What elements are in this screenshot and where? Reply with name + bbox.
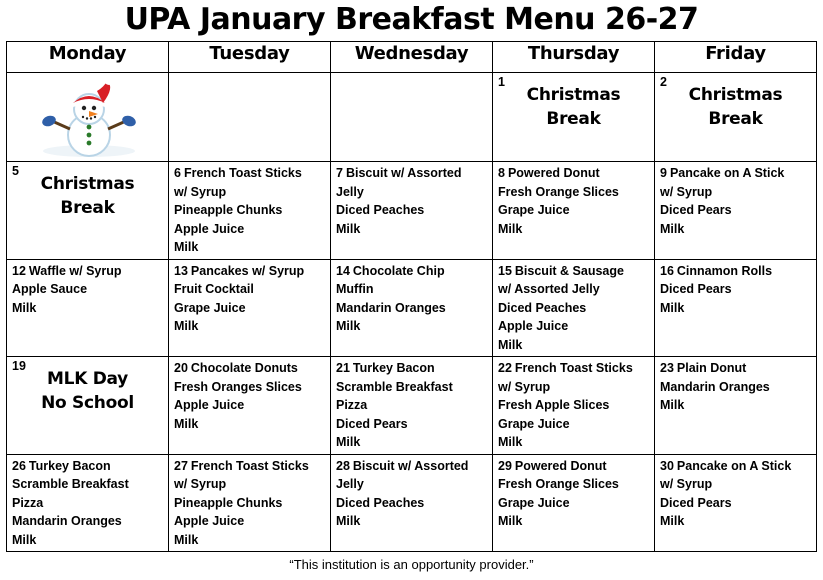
weekday-header-wednesday: Wednesday [331,42,493,73]
menu-item: Milk [660,398,685,412]
menu-item: Milk [174,416,199,431]
calendar-day-cell [655,357,817,455]
menu-item: Fresh Orange Slices [498,477,619,491]
menu-item: Pizza [336,398,368,412]
day-first-item: 7 Biscuit w/ Assorted [336,166,462,180]
calendar-day-cell [7,454,169,552]
day-first-item: 28 Biscuit w/ Assorted [336,458,469,473]
calendar-week-row [7,259,817,357]
day-special-note [7,162,168,220]
day-menu-items [336,183,487,239]
calendar-week-row [7,73,817,162]
day-special-note [493,73,654,131]
menu-item: Milk [498,514,523,528]
menu-item: Fresh Orange Slices [498,184,619,199]
calendar-body [7,73,817,552]
menu-item: Diced Pears [660,203,732,217]
menu-item: Milk [174,319,199,333]
day-first-item: 16 Cinnamon Rolls [660,263,773,278]
day-number: 1 [498,75,505,89]
calendar-day-cell [655,73,817,162]
day-number: 8 [498,166,505,180]
day-menu-items [498,280,649,354]
menu-item: Jelly [336,477,364,491]
menu-item: Milk [12,532,37,547]
special-note-line: No School [41,393,134,413]
day-menu-items [660,475,811,531]
menu-item: Mandarin Oranges [660,379,770,394]
day-menu-items [498,378,649,452]
calendar-day-cell [331,259,493,357]
menu-item: Pineapple Chunks [174,495,283,510]
menu-item: Diced Pears [660,282,732,296]
menu-item: Jelly [336,184,364,199]
day-menu-items [498,475,649,531]
special-note-line: Christmas [526,85,621,105]
menu-item: Diced Peaches [336,495,425,510]
special-note-line: MLK Day [47,369,128,389]
day-menu-items [498,183,649,239]
day-menu-items [660,183,811,239]
calendar-day-cell [169,259,331,357]
day-number: 12 [12,263,26,278]
day-menu-items [174,183,325,257]
menu-item: Milk [174,240,199,254]
menu-item: Mandarin Oranges [12,514,122,528]
day-first-item: 13 Pancakes w/ Syrup [174,263,305,278]
day-first-item: 6 French Toast Sticks [174,166,302,180]
day-special-note [7,357,168,415]
menu-item: Milk [12,300,37,315]
calendar-day-cell [7,259,169,357]
day-first-item: 9 Pancake on A Stick [660,166,785,180]
page-title: UPA January Breakfast Menu 26-27 [124,2,699,37]
day-number: 6 [174,166,181,180]
calendar-day-cell [169,73,331,162]
calendar-day-cell [493,73,655,162]
special-note-line: Break [708,109,763,129]
calendar-day-cell [493,357,655,455]
day-first-item: 8 Powered Donut [498,166,600,180]
day-menu-items [174,280,325,336]
day-menu-items [336,280,487,336]
day-first-item: 27 French Toast Sticks [174,458,309,473]
calendar-week-row [7,162,817,260]
calendar-day-cell [331,73,493,162]
day-menu-items [336,475,487,531]
weekday-header-thursday: Thursday [493,42,655,73]
menu-item: w/ Syrup [174,477,227,491]
menu-item: Milk [336,221,361,236]
day-first-item: 26 Turkey Bacon [12,458,111,473]
menu-item: w/ Syrup [660,184,713,199]
special-note-line: Break [546,109,601,129]
menu-item: Scramble Breakfast [12,477,129,491]
menu-item: Milk [660,221,685,236]
menu-item: Scramble Breakfast [336,379,453,394]
day-number: 19 [12,359,26,373]
menu-item: Apple Juice [498,319,569,333]
day-number: 22 [498,361,512,375]
menu-item: Apple Juice [174,221,245,236]
day-first-item: 21 Turkey Bacon [336,361,435,375]
calendar-day-cell [169,162,331,260]
calendar-day-cell [331,357,493,455]
snowman-icon [29,77,149,157]
special-note-line: Christmas [40,174,135,194]
menu-item: Grape Juice [498,203,570,217]
calendar-day-cell [169,454,331,552]
calendar-day-cell [655,162,817,260]
calendar-day-cell [169,357,331,455]
day-menu-items [12,280,163,317]
menu-item: Fresh Apple Slices [498,398,610,412]
calendar-day-cell [331,454,493,552]
weekday-header-friday: Friday [655,42,817,73]
day-number: 26 [12,458,26,473]
menu-item: w/ Syrup [660,477,713,491]
day-number: 20 [174,361,188,375]
day-number: 29 [498,458,512,473]
menu-item: Apple Juice [174,514,245,528]
menu-item: Milk [498,337,523,352]
day-number: 28 [336,458,350,473]
day-first-item: 20 Chocolate Donuts [174,361,298,375]
calendar-day-cell [331,162,493,260]
menu-item: Diced Peaches [336,203,425,217]
calendar-day-cell [493,162,655,260]
day-number: 9 [660,166,667,180]
calendar-week-row [7,357,817,455]
day-menu-items [336,378,487,452]
menu-item: Grape Juice [498,495,570,510]
day-number: 15 [498,263,512,278]
menu-item: Milk [336,319,361,333]
menu-item: Diced Pears [336,416,408,431]
menu-item: Milk [660,300,685,315]
menu-item: Apple Juice [174,398,245,412]
weekday-header-monday: Monday [7,42,169,73]
menu-item: Fresh Oranges Slices [174,379,302,394]
calendar-day-cell [655,454,817,552]
day-first-item: 22 French Toast Sticks [498,361,633,375]
day-special-note [655,73,816,131]
menu-item: Grape Juice [174,300,246,315]
calendar-day-cell [7,357,169,455]
calendar-day-cell [655,259,817,357]
calendar-day-cell [7,73,169,162]
menu-item: Pineapple Chunks [174,203,283,217]
day-first-item: 29 Powered Donut [498,458,607,473]
day-menu-items [174,378,325,434]
menu-item: Diced Pears [660,495,732,510]
calendar-week-row [7,454,817,552]
footer-note: “This institution is an opportunity provider.” [289,557,534,572]
menu-item: Milk [336,435,361,449]
weekday-header-tuesday: Tuesday [169,42,331,73]
menu-item: Grape Juice [498,416,570,431]
menu-item: Diced Peaches [498,300,587,315]
menu-item: Milk [498,435,523,449]
calendar-day-cell [7,162,169,260]
day-menu-items [174,475,325,549]
menu-item: Pizza [12,495,44,510]
day-number: 16 [660,263,674,278]
day-first-item: 23 Plain Donut [660,361,747,375]
menu-item: w/ Syrup [174,184,227,199]
weekday-header-row [7,42,817,73]
menu-item: Milk [660,514,685,528]
calendar-day-cell [493,454,655,552]
menu-item: Milk [336,514,361,528]
day-menu-items [660,378,811,415]
day-number: 27 [174,458,188,473]
menu-item: Mandarin Oranges [336,300,446,315]
day-menu-items [12,475,163,549]
day-number: 30 [660,458,674,473]
menu-item: w/ Assorted Jelly [498,282,600,296]
day-first-item: 14 Chocolate Chip [336,263,445,278]
special-note-line: Break [60,198,115,218]
menu-item: Milk [498,221,523,236]
day-number: 7 [336,166,343,180]
day-number: 21 [336,361,350,375]
calendar-day-cell [493,259,655,357]
menu-item: Muffin [336,282,374,296]
day-first-item: 15 Biscuit & Sausage [498,263,624,278]
day-first-item: 30 Pancake on A Stick [660,458,792,473]
day-number: 13 [174,263,188,278]
day-number: 5 [12,164,19,178]
menu-item: Fruit Cocktail [174,282,254,296]
day-number: 23 [660,361,674,375]
menu-item: Apple Sauce [12,282,88,296]
special-note-line: Christmas [688,85,783,105]
calendar-table [6,41,817,552]
day-menu-items [660,280,811,317]
day-number: 14 [336,263,350,278]
menu-item: Milk [174,532,199,547]
menu-item: w/ Syrup [498,379,551,394]
day-first-item: 12 Waffle w/ Syrup [12,263,122,278]
day-number: 2 [660,75,667,89]
